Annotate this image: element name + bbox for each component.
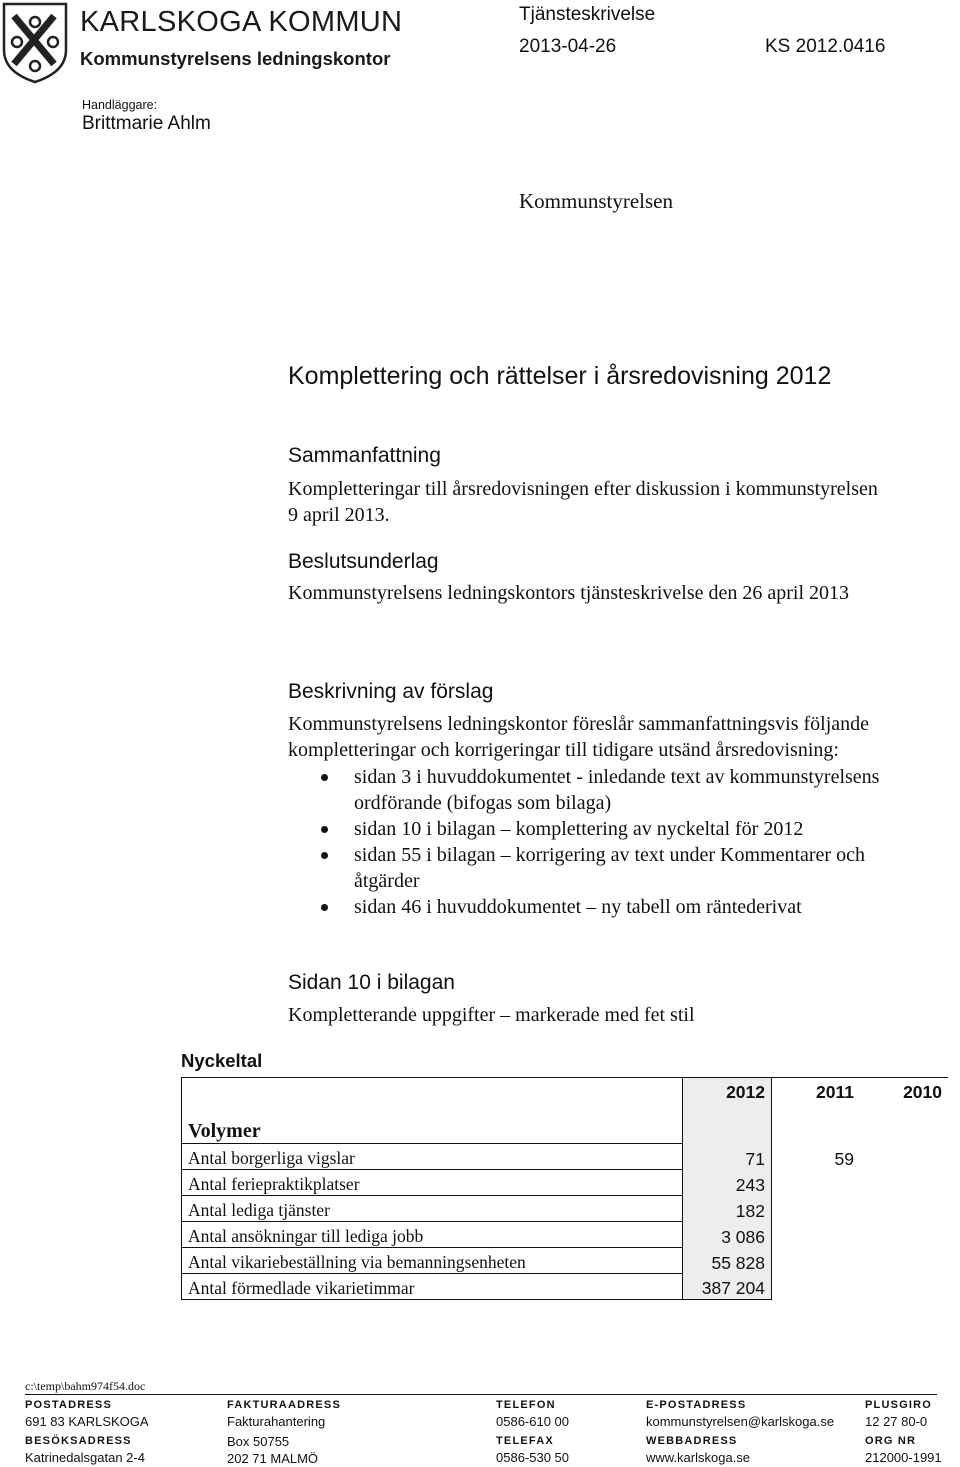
list-item: sidan 3 i huvuddokumentet - inledande text av kommunstyrelsens ordförande (bifogas som bilaga) (288, 764, 948, 816)
description-bullet-list (288, 764, 948, 920)
handler-label: Handläggare: (82, 98, 158, 112)
cell-2011: 59 (834, 1148, 854, 1169)
key-figures-table (181, 1077, 948, 1300)
list-item: sidan 55 i bilagan – korrigering av text under Kommentarer och åtgärder (288, 842, 948, 894)
row-label: Antal förmedlade vikarietimmar (182, 1274, 683, 1300)
bullet-icon (321, 774, 328, 781)
table-caption: Nyckeltal (181, 1050, 263, 1071)
organization-name: KARLSKOGA KOMMUN (80, 6, 403, 38)
cell-2011 (772, 1196, 861, 1222)
web-link[interactable]: www.karlskoga.se (646, 1450, 751, 1465)
cell-2012: 3 086 (683, 1222, 772, 1248)
description-text (288, 711, 869, 763)
cell-2012: 243 (683, 1170, 772, 1196)
table-group-row (182, 1107, 949, 1144)
bullet-icon (321, 826, 328, 833)
cell-2010 (860, 1248, 948, 1274)
table-row (182, 1196, 949, 1222)
footer-col-phone: TELEFON 0586-610 00 TELEFAX 0586-530 50 (496, 1399, 570, 1465)
document-date: 2013-04-26 (519, 36, 617, 57)
file-path: c:\temp\bahm974f54.doc (25, 1379, 146, 1393)
cell-2012: 71 (683, 1144, 772, 1170)
email-link[interactable]: kommunstyrelsen@karlskoga.se (646, 1414, 835, 1429)
document-type: Tjänsteskrivelse (519, 4, 656, 25)
footer-col-postal: POSTADRESS 691 83 KARLSKOGA BESÖKSADRESS Katrinedalsgatan 2-4 (25, 1399, 149, 1465)
row-label: Antal ansökningar till lediga jobb (182, 1222, 683, 1248)
handler-name: Brittmarie Ahlm (82, 113, 211, 134)
organization-unit: Kommunstyrelsens ledningskontor (80, 48, 391, 69)
cell-2010 (860, 1196, 948, 1222)
basis-heading: Beslutsunderlag (288, 550, 439, 573)
list-item: sidan 10 i bilagan – komplettering av nyckeltal för 2012 (288, 816, 948, 842)
column-header-2011: 2011 (772, 1078, 861, 1108)
cell-2012: 182 (683, 1196, 772, 1222)
row-label: Antal borgerliga vigslar (182, 1144, 683, 1170)
municipality-crest-icon (2, 2, 68, 84)
recipient: Kommunstyrelsen (519, 189, 673, 213)
cell-2010 (860, 1274, 948, 1300)
footer-col-giro: PLUSGIRO 12 27 80-0 ORG NR 212000-1991 (865, 1399, 942, 1465)
footer-col-invoice: FAKTURAADRESS Fakturahantering Box 50755 202 71 MALMÖ (227, 1399, 341, 1466)
list-item: sidan 46 i huvuddokumentet – ny tabell om räntederivat (288, 894, 948, 920)
page-title: Komplettering och rättelser i årsredovisning 2012 (288, 362, 832, 390)
table-row (182, 1170, 949, 1196)
row-label: Antal lediga tjänster (182, 1196, 683, 1222)
cell-2010 (860, 1222, 948, 1248)
appendix-text: Kompletterande uppgifter – markerade med fet stil (288, 1004, 695, 1026)
cell-2012: 387 204 (683, 1274, 772, 1300)
cell-2011 (772, 1222, 861, 1248)
table-row (182, 1248, 949, 1274)
summary-line-2: 9 april 2013. (288, 504, 390, 526)
bullet-icon (321, 904, 328, 911)
column-header-2012: 2012 (683, 1078, 772, 1108)
table-row (182, 1144, 949, 1170)
table-header-row (182, 1078, 949, 1108)
row-label: Antal feriepraktikplatser (182, 1170, 683, 1196)
summary-line-1: Kompletteringar till årsredovisningen efter diskussion i kommunstyrelsen (288, 478, 878, 500)
document-reference: KS 2012.0416 (765, 36, 886, 57)
appendix-heading: Sidan 10 i bilagan (288, 971, 455, 994)
footer-divider (25, 1394, 937, 1395)
description-heading: Beskrivning av förslag (288, 680, 494, 703)
row-label: Antal vikariebeställning via bemanningsenheten (182, 1248, 683, 1274)
cell-2011 (772, 1170, 861, 1196)
table-row (182, 1222, 949, 1248)
cell-2011 (772, 1248, 861, 1274)
cell-2012: 55 828 (683, 1248, 772, 1274)
summary-heading: Sammanfattning (288, 444, 441, 467)
table-row (182, 1274, 949, 1300)
cell-2010 (860, 1170, 948, 1196)
description-line-1: Kommunstyrelsens ledningskontor föreslår sammanfattningsvis följande (288, 713, 870, 735)
description-line-2: kompletteringar och korrigeringar till tidigare utsänd årsredovisning: (288, 739, 839, 761)
group-label: Volymer (182, 1107, 683, 1144)
column-header-2010: 2010 (860, 1078, 948, 1108)
bullet-icon (321, 852, 328, 859)
basis-text: Kommunstyrelsens ledningskontors tjänsteskrivelse den 26 april 2013 (288, 582, 850, 604)
cell-2010 (860, 1144, 948, 1170)
summary-text (288, 476, 878, 528)
footer-col-email: E-POSTADRESS kommunstyrelsen@karlskoga.se WEBBADRESS www.karlskoga.se (646, 1399, 835, 1465)
cell-2011 (772, 1274, 861, 1300)
